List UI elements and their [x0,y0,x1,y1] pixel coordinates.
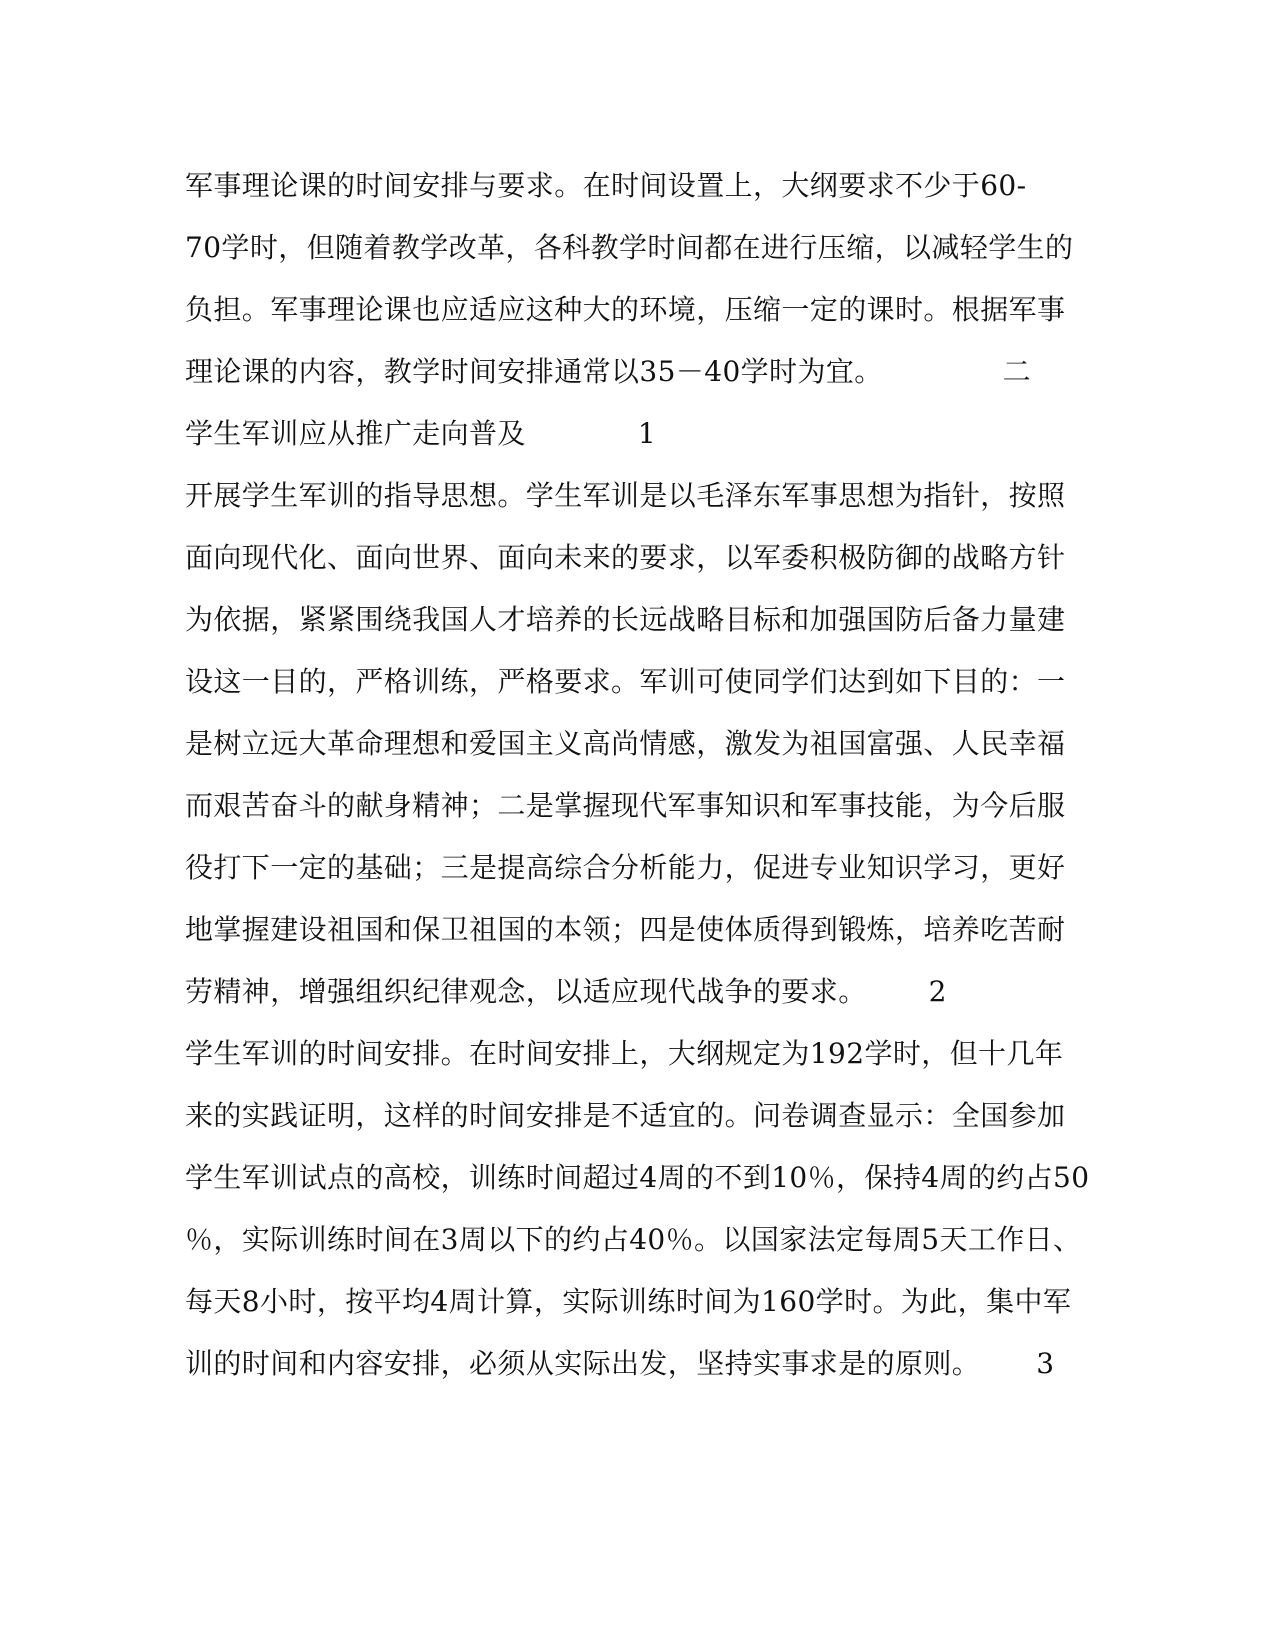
text-line [185,1158,1090,1198]
section-heading: 学生军训应从推广走向普及 [185,417,526,450]
text-line-content: ％，实际训练时间在3周以下的约占40％。以国家法定每周5天工作日、 [185,1223,1082,1256]
text-line [185,476,1090,516]
section-number: 二 [1002,355,1032,388]
text-line-content: 学生军训试点的高校，训练时间超过4周的不到10％，保持4周的约占50 [185,1161,1090,1194]
text-line-content: 每天8小时，按平均4周计算，实际训练时间为160学时。为此，集中军 [185,1285,1072,1318]
text-line [185,724,1090,764]
text-line [185,166,1090,206]
text-line-content: 来的实践证明，这样的时间安排是不适宜的。问卷调查显示：全国参加 [185,1099,1066,1132]
text-line-content: 地掌握建设祖国和保卫祖国的本领；四是使体质得到锻炼，培养吃苦耐 [185,913,1066,946]
text-line [185,290,1090,330]
text-line [185,1282,1090,1322]
text-line [185,786,1090,826]
text-line-content: 负担。军事理论课也应适应这种大的环境，压缩一定的课时。根据军事 [185,293,1066,326]
text-line-content: 训的时间和内容安排，必须从实际出发，坚持实事求是的原则。 [185,1347,981,1380]
subsection-number: 3 [1036,1347,1055,1380]
text-line [185,228,1090,268]
text-line [185,1096,1090,1136]
text-line [185,538,1090,578]
text-line-content: 是树立远大革命理想和爱国主义高尚情感，激发为祖国富强、人民幸福 [185,727,1066,760]
text-line-content: 理论课的内容，教学时间安排通常以35－40学时为宜。 [185,355,883,388]
text-line [185,352,1090,392]
text-line [185,1344,1090,1384]
subsection-number: 1 [637,417,657,450]
text-line-content: 军事理论课的时间安排与要求。在时间设置上，大纲要求不少于60- [185,169,1027,202]
text-line-content: 役打下一定的基础；三是提高综合分析能力，促进专业知识学习，更好 [185,851,1066,884]
text-line [185,414,1090,454]
text-line-content: 面向现代化、面向世界、面向未来的要求，以军委积极防御的战略方针 [185,541,1066,574]
text-line-content: 70学时，但随着教学改革，各科教学时间都在进行压缩，以减轻学生的 [185,231,1074,264]
text-line-content: 而艰苦奋斗的献身精神；二是掌握现代军事知识和军事技能，为今后服 [185,789,1066,822]
text-line [185,910,1090,950]
subsection-number: 2 [928,975,947,1008]
text-line [185,600,1090,640]
text-line [185,848,1090,888]
text-line [185,972,1090,1012]
text-line-content: 为依据，紧紧围绕我国人才培养的长远战略目标和加强国防后备力量建 [185,603,1066,636]
text-line [185,662,1090,702]
text-line-content: 劳精神，增强组织纪律观念，以适应现代战争的要求。 [185,975,867,1008]
text-line [185,1034,1090,1074]
text-line [185,1220,1090,1260]
text-line-content: 开展学生军训的指导思想。学生军训是以毛泽东军事思想为指针，按照 [185,479,1066,512]
text-line-content: 设这一目的，严格训练，严格要求。军训可使同学们达到如下目的：一 [185,665,1066,698]
text-line-content: 学生军训的时间安排。在时间安排上，大纲规定为192学时，但十几年 [185,1037,1064,1070]
